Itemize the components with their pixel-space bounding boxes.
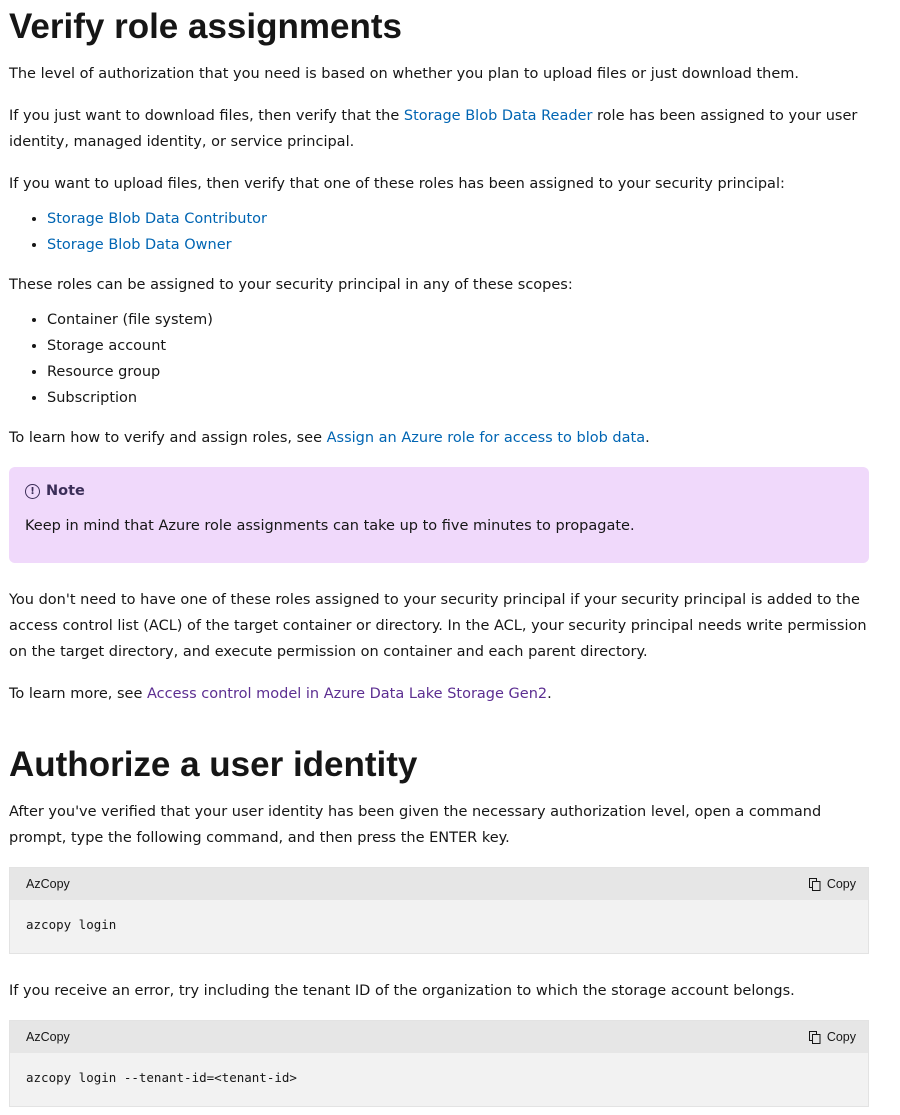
text: . xyxy=(645,430,650,447)
code-language: AzCopy xyxy=(26,877,70,892)
link-storage-blob-data-owner[interactable]: Storage Blob Data Owner xyxy=(47,236,232,253)
copy-label: Copy xyxy=(826,1030,856,1045)
text: If you just want to download files, then verify that the xyxy=(9,108,404,124)
paragraph: If you want to upload files, then verify that one of these roles has been assigned to your security principal: xyxy=(9,176,785,192)
paragraph: You don't need to have one of these roles assigned to your security principal if your security principal is added to the access control list (ACL) of the target container or directory. In the ACL, your security principal needs write permission on the target directory, and execute permission on container and each parent directory. xyxy=(9,592,867,661)
paragraph: These roles can be assigned to your security principal in any of these scopes: xyxy=(9,277,573,294)
paragraph: The level of authorization that you need is based on whether you plan to upload files or just download them. xyxy=(9,66,800,82)
note-label: Note xyxy=(46,483,85,500)
list-item: • Container (file system) xyxy=(47,308,869,334)
upload-roles-list xyxy=(9,207,869,258)
copy-icon xyxy=(809,1031,821,1044)
link-storage-blob-data-reader[interactable]: Storage Blob Data Reader xyxy=(403,108,593,124)
list-item: • Resource group xyxy=(47,360,869,386)
list-item: • Storage account xyxy=(47,334,869,360)
paragraph xyxy=(9,103,869,155)
code-language: AzCopy xyxy=(26,1030,70,1045)
heading-verify-role-assignments: Verify role assignments xyxy=(9,7,402,46)
list-item: • Subscription xyxy=(47,386,869,412)
scopes-list xyxy=(9,308,869,411)
copy-icon xyxy=(809,878,821,891)
paragraph xyxy=(9,681,869,707)
copy-button[interactable] xyxy=(809,1030,856,1044)
paragraph xyxy=(9,425,869,451)
copy-label: Copy xyxy=(826,877,856,892)
heading-authorize-user-identity: Authorize a user identity xyxy=(9,745,418,785)
note-title xyxy=(25,483,853,499)
code-header xyxy=(10,1021,868,1053)
link-storage-blob-data-contributor[interactable]: Storage Blob Data Contributor xyxy=(47,211,268,227)
link-assign-azure-role[interactable]: Assign an Azure role for access to blob data xyxy=(326,430,646,447)
text: . xyxy=(547,686,552,703)
paragraph: After you've verified that your user identity has been given the necessary authorization level, open a command prompt, type the following command, and then press the ENTER key. xyxy=(9,804,822,847)
note-text: Keep in mind that Azure role assignments can take up to five minutes to propagate. xyxy=(25,518,635,535)
text: To learn how to verify and assign roles, see xyxy=(9,430,327,447)
list-item xyxy=(47,233,869,259)
code-content: azcopy login --tenant-id=<tenant-id> xyxy=(26,1070,297,1086)
link-access-control-model[interactable]: Access control model in Azure Data Lake Storage Gen2 xyxy=(147,686,548,703)
copy-button[interactable] xyxy=(809,877,856,891)
text: To learn more, see xyxy=(9,686,147,703)
paragraph: If you receive an error, try including the tenant ID of the organization to which the storage account belongs. xyxy=(9,983,795,1000)
code-block xyxy=(9,867,869,954)
info-icon: ! xyxy=(25,484,40,499)
text: role has been assigned to your user identity, managed identity, or service principal. xyxy=(9,108,858,150)
code-content: azcopy login xyxy=(26,917,117,933)
list-item xyxy=(47,207,869,233)
code-header xyxy=(10,868,868,900)
code-block xyxy=(9,1020,869,1107)
note-callout xyxy=(9,467,869,563)
